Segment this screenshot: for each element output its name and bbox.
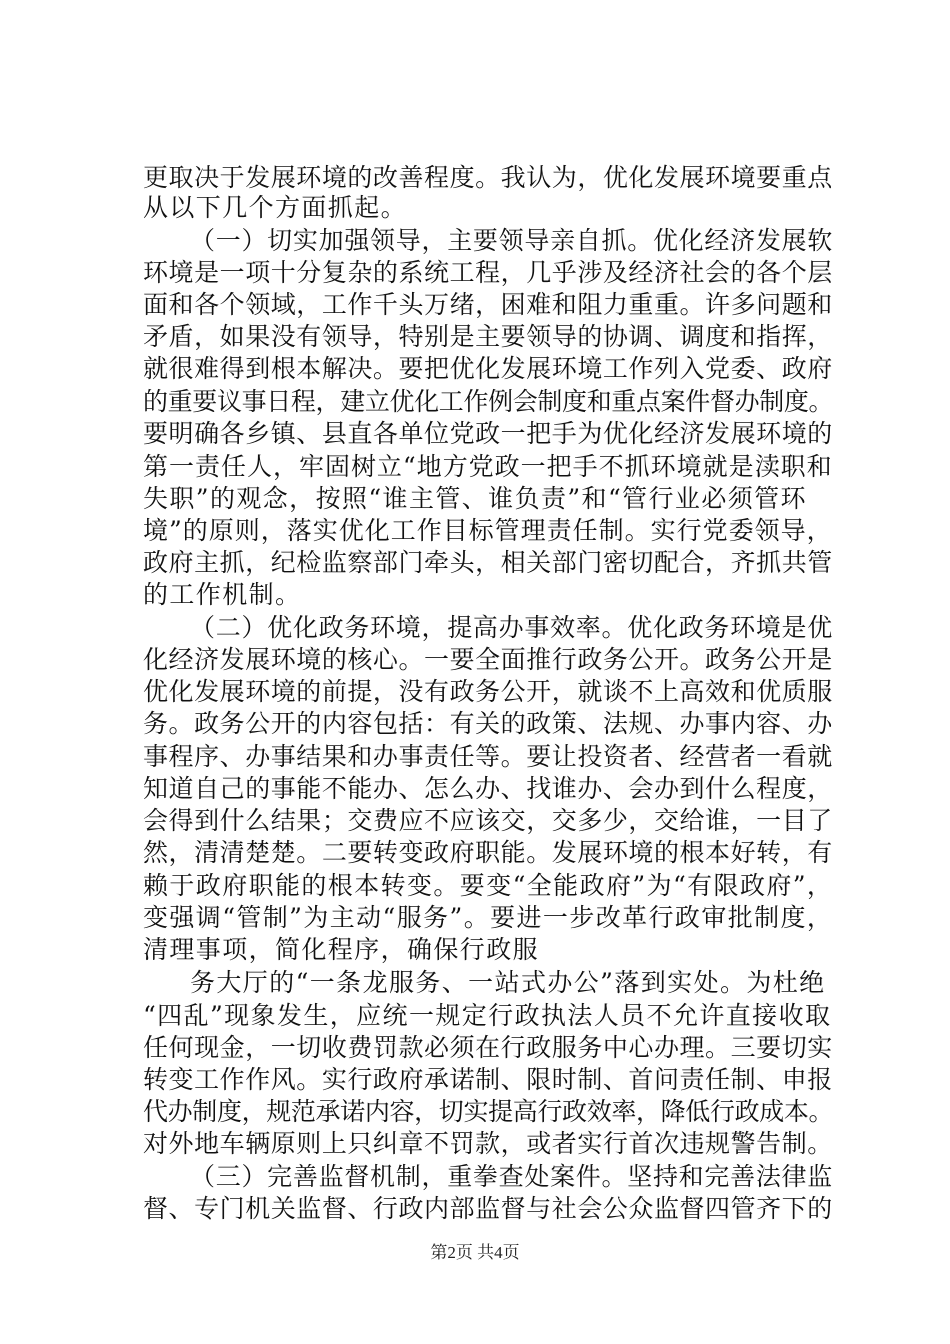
text-line: 政府主抓，纪检监察部门牵头，相关部门密切配合，齐抓共管 xyxy=(143,548,833,577)
text-line: 境”的原则，落实优化工作目标管理责任制。实行党委领导， xyxy=(143,516,833,545)
text-line: 失职”的观念，按照“谁主管、谁负责”和“管行业必须管环 xyxy=(143,484,807,513)
text-line: 转变工作作风。实行政府承诺制、限时制、首问责任制、申报 xyxy=(143,1065,833,1094)
text-line: 更取决于发展环境的改善程度。我认为，优化发展环境要重点 xyxy=(143,163,833,192)
text-line: 事程序、办事结果和办事责任等。要让投资者、经营者一看就 xyxy=(143,742,833,771)
text-line: 环境是一项十分复杂的系统工程，几乎涉及经济社会的各个层 xyxy=(143,258,833,287)
text-line: 面和各个领域，工作千头万绪，困难和阻力重重。许多问题和 xyxy=(143,290,833,319)
text-line: （二）优化政务环境，提高办事效率。优化政务环境是优 xyxy=(190,613,834,642)
text-line: 代办制度，规范承诺内容，切实提高行政效率，降低行政成本。 xyxy=(143,1097,834,1126)
text-line: 的工作机制。 xyxy=(143,580,302,609)
text-line: 任何现金，一切收费罚款必须在行政服务中心办理。三要切实 xyxy=(143,1033,833,1062)
text-line: 要明确各乡镇、县直各单位党政一把手为优化经济发展环境的 xyxy=(143,419,833,448)
text-line: “四乱”现象发生，应统一规定行政执法人员不允许直接收取 xyxy=(143,1001,832,1030)
text-line: 然，清清楚楚。二要转变政府职能。发展环境的根本好转，有 xyxy=(143,838,833,867)
text-line: 对外地车辆原则上只纠章不罚款，或者实行首次违规警告制。 xyxy=(143,1129,833,1158)
text-line: （一）切实加强领导，主要领导亲自抓。优化经济发展软 xyxy=(190,226,834,255)
text-line: 务。政务公开的内容包括：有关的政策、法规、办事内容、办 xyxy=(143,709,833,738)
text-line: 第一责任人，牢固树立“地方党政一把手不抓环境就是渎职和 xyxy=(143,452,833,481)
text-line: 就很难得到根本解决。要把优化发展环境工作列入党委、政府 xyxy=(143,354,833,383)
text-line: 从以下几个方面抓起。 xyxy=(143,193,408,222)
text-line: 会得到什么结果；交费应不应该交，交多少，交给谁，一目了 xyxy=(143,806,833,835)
text-line: 变强调“管制”为主动“服务”。要进一步改革行政审批制度， xyxy=(143,903,834,932)
text-line: 赖于政府职能的根本转变。要变“全能政府”为“有限政府”， xyxy=(143,871,834,900)
text-line: 的重要议事日程，建立优化工作例会制度和重点案件督办制度。 xyxy=(143,387,834,416)
text-line: 优化发展环境的前提，没有政务公开，就谈不上高效和优质服 xyxy=(143,677,833,706)
text-line: 督、专门机关监督、行政内部监督与社会公众监督四管齐下的 xyxy=(143,1194,833,1223)
text-line: 清理事项，简化程序，确保行政服 xyxy=(143,935,540,964)
text-line: 矛盾，如果没有领导，特别是主要领导的协调、调度和指挥， xyxy=(143,322,833,351)
text-line: 务大厅的“一条龙服务、一站式办公”落到实处。为杜绝 xyxy=(190,968,826,997)
text-line: （三）完善监督机制，重拳查处案件。坚持和完善法律监 xyxy=(190,1162,834,1191)
text-line: 知道自己的事能不能办、怎么办、找谁办、会办到什么程度， xyxy=(143,774,833,803)
page-footer: 第2页 共4页 xyxy=(430,1243,520,1262)
text-line: 化经济发展环境的核心。一要全面推行政务公开。政务公开是 xyxy=(143,645,833,674)
